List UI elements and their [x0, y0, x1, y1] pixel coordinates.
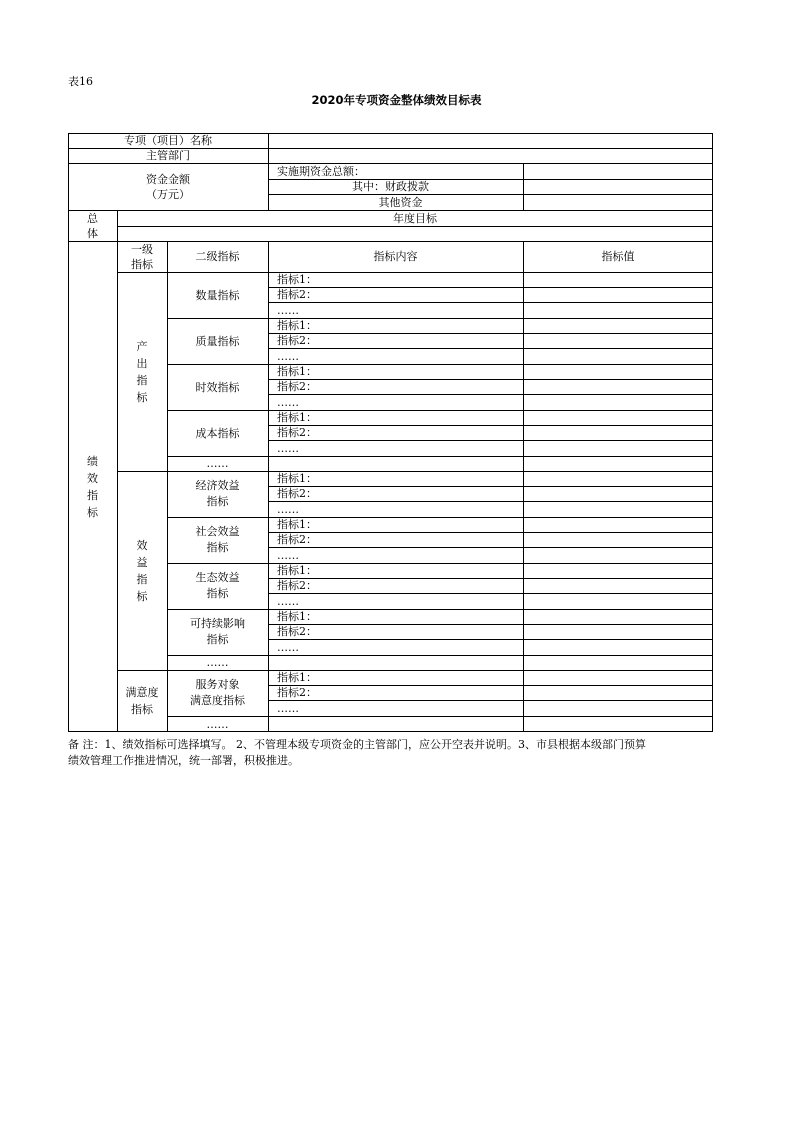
indicator-item: ……: [277, 548, 299, 562]
cost-indicator: 成本指标: [195, 426, 240, 440]
indicator-item: 指标1：: [277, 273, 317, 286]
value-header: 指标值: [601, 250, 635, 263]
indicator-item: ……: [277, 502, 299, 516]
quality-indicator: 质量指标: [195, 334, 240, 348]
indicator-item: ……: [277, 594, 299, 608]
satisfaction-indicator-label: 满意度 指标: [125, 686, 159, 716]
indicator-item: 指标1：: [277, 564, 317, 577]
indicator-item: 指标2：: [277, 625, 317, 638]
indicator-item: 指标1：: [277, 671, 317, 684]
sustainability-indicator: 可持续影响 指标: [190, 617, 245, 646]
fund-amount-label: 资金金额 （万元）: [146, 172, 190, 201]
other-funds-label: 其他资金: [378, 195, 423, 209]
ecological-benefit-indicator: 生态效益 指标: [195, 571, 240, 600]
indicator-item: ……: [277, 303, 299, 317]
economic-benefit-indicator: 经济效益 指标: [195, 479, 240, 508]
indicator-item: ……: [277, 701, 299, 715]
indicator-item: 指标1：: [277, 472, 317, 485]
indicator-item: 指标1：: [277, 411, 317, 424]
indicator-item: 指标2：: [277, 487, 317, 500]
content-header: 指标内容: [373, 250, 418, 263]
fiscal-funds-label: 其中：财政拨款: [352, 180, 429, 193]
table-number: 表16: [68, 75, 93, 88]
indicator-item: 指标2：: [277, 334, 317, 347]
indicator-item: 指标2：: [277, 579, 317, 592]
annual-goal-label: 年度目标: [393, 211, 437, 225]
indicator-item: 指标2：: [277, 288, 317, 301]
satisfaction-more-row: ……: [206, 717, 229, 731]
indicator-item: 指标2：: [277, 686, 317, 699]
indicator-item: ……: [277, 395, 299, 409]
benefit-indicator-label: 效 益 指 标: [136, 538, 148, 603]
social-benefit-indicator: 社会效益 指标: [195, 525, 240, 554]
page-title: 2020年专项资金整体绩效目标表: [311, 93, 482, 107]
project-name-label: 专项（项目）名称: [124, 134, 212, 147]
indicator-item: 指标2：: [277, 380, 317, 393]
service-satisfaction-indicator: 服务对象 满意度指标: [190, 678, 245, 707]
indicator-item: 指标1：: [277, 518, 317, 531]
indicator-item: 指标1：: [277, 319, 317, 332]
timeliness-indicator: 时效指标: [195, 380, 240, 394]
benefit-more-row: ……: [206, 656, 229, 669]
footnote: 备 注：1、绩效指标可选择填写。 2、不管理本级专项资金的主管部门，应公开空表并说明。3、市县根据本级部门预算 绩效管理工作推进情况，统一部署，积极推进。: [68, 738, 646, 767]
indicator-item: ……: [277, 640, 299, 654]
quantity-indicator: 数量指标: [195, 288, 240, 302]
indicator-item: ……: [277, 441, 299, 455]
indicator-item: 指标2：: [277, 533, 317, 546]
department-label: 主管部门: [146, 149, 190, 162]
indicator-item: 指标1：: [277, 365, 317, 378]
indicator-item: ……: [277, 349, 299, 363]
performance-indicator-label: 绩 效 指 标: [87, 454, 98, 519]
output-more-row: ……: [206, 457, 229, 470]
level2-header: 二级指标: [195, 250, 240, 263]
level1-header: 一级 指标: [131, 242, 153, 271]
indicator-item: 指标1：: [277, 610, 317, 623]
overall-label: 总 体: [87, 211, 98, 240]
total-funds-label: 实施期资金总额：: [277, 164, 365, 178]
output-indicator-label: 产 出 指 标: [136, 339, 148, 404]
indicator-item: 指标2：: [277, 426, 317, 439]
